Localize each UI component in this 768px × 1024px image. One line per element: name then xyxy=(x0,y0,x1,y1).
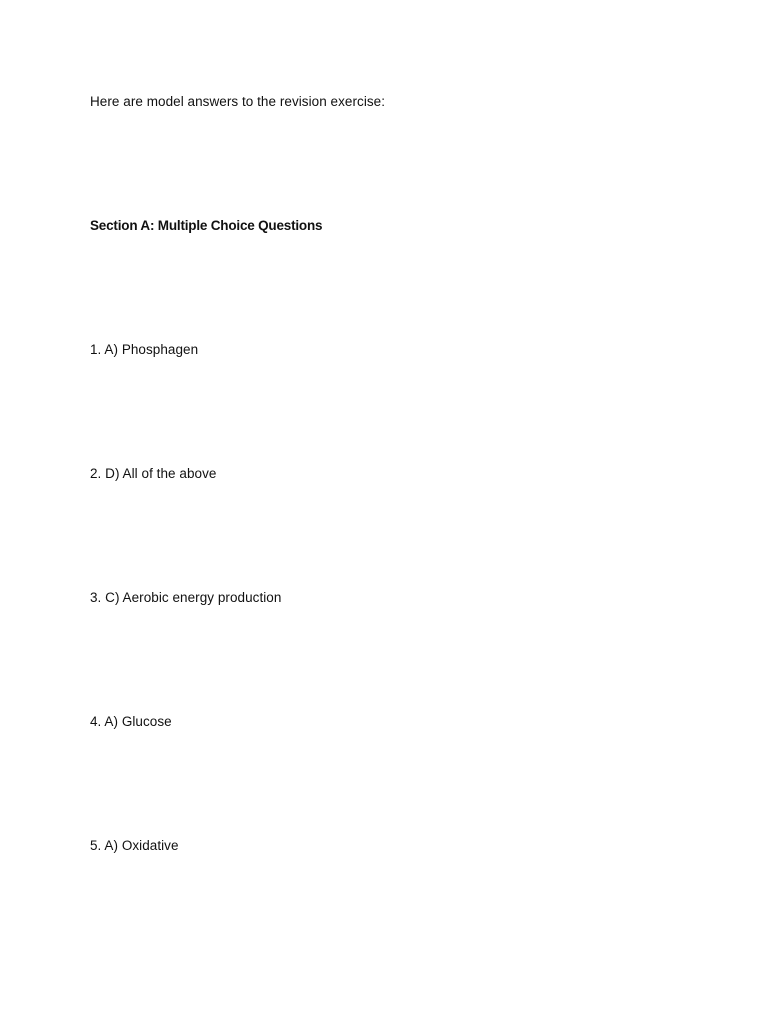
answer-item-1: 1. A) Phosphagen xyxy=(90,342,199,357)
section-heading: Section A: Multiple Choice Questions xyxy=(90,218,323,233)
answer-item-5: 5. A) Oxidative xyxy=(90,838,179,853)
answer-item-3: 3. C) Aerobic energy production xyxy=(90,590,282,605)
intro-text: Here are model answers to the revision exercise: xyxy=(90,94,386,109)
answer-item-4: 4. A) Glucose xyxy=(90,714,172,729)
answer-item-2: 2. D) All of the above xyxy=(90,466,217,481)
